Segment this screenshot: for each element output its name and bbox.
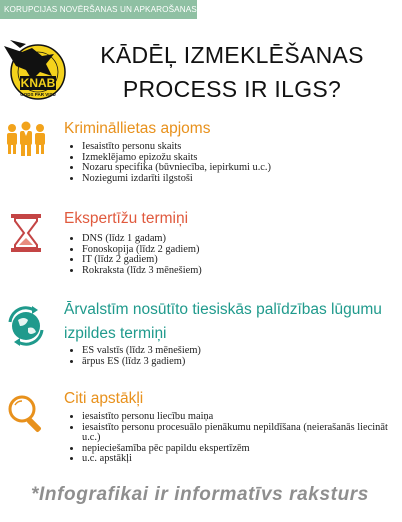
section-title: Ekspertīžu termiņi [64, 210, 189, 227]
list-item: • IT (līdz 2 gadiem) [82, 255, 402, 266]
globe-arrows-icon [4, 304, 48, 348]
list-item: • DNS (līdz 1 gadam) [82, 234, 402, 245]
list-item: • Izmeklējamo epizožu skaits [82, 153, 402, 164]
list-item: • Noziegumi izdarīti ilgstoši [82, 174, 402, 185]
list-item: • nepieciešamība pēc papildu ekspertīzēm [82, 444, 402, 455]
agency-banner: KORUPCIJAS NOVĒRŠANAS UN APKAROŠANAS BIROJS [0, 0, 197, 19]
list-item: • ES valstīs (līdz 3 mēnešiem) [82, 346, 402, 357]
title-line-2: PROCESS IR ILGS? [122, 76, 342, 102]
section-title: Krimināllietas apjoms [64, 120, 211, 137]
disclaimer: *Infografikai ir informatīvs raksturs [31, 484, 369, 505]
section-title: Ārvalstīm nosūtīto tiesiskās palīdzības lūgumu izpildes termiņi [64, 301, 382, 342]
list-item: • Rokraksta (līdz 3 mēnešiem) [82, 266, 402, 277]
list-item: • u.c. apstākļi [82, 454, 402, 465]
logo-motto: GODS PAR VISU [20, 92, 56, 97]
item-list [64, 142, 402, 184]
hourglass-icon [8, 212, 52, 256]
people-group-icon [4, 120, 48, 164]
knab-logo [2, 36, 68, 106]
magnifier-icon [4, 392, 48, 436]
item-list [64, 346, 402, 367]
page-title [82, 38, 382, 106]
list-item: • ārpus ES (līdz 3 gadiem) [82, 357, 402, 368]
list-item: • Iesaistīto personu skaits [82, 142, 402, 153]
list-item: • Nozaru specifika (būvniecība, iepirkumi u.c.) [82, 163, 402, 174]
title-line-1: KĀDĒĻ IZMEKLĒŠANAS [100, 42, 364, 68]
list-item: • Fonoskopija (līdz 2 gadiem) [82, 245, 402, 256]
list-item: • iesaistīto personu procesuālo pienākumu nepildīšana (neierašanās liecināt u.c.) [82, 423, 402, 444]
item-list [64, 412, 402, 465]
list-item: • iesaistīto personu liecību maiņa [82, 412, 402, 423]
section-title: Citi apstākļi [64, 390, 144, 407]
logo-text: KNAB [20, 76, 56, 90]
item-list [64, 234, 402, 276]
